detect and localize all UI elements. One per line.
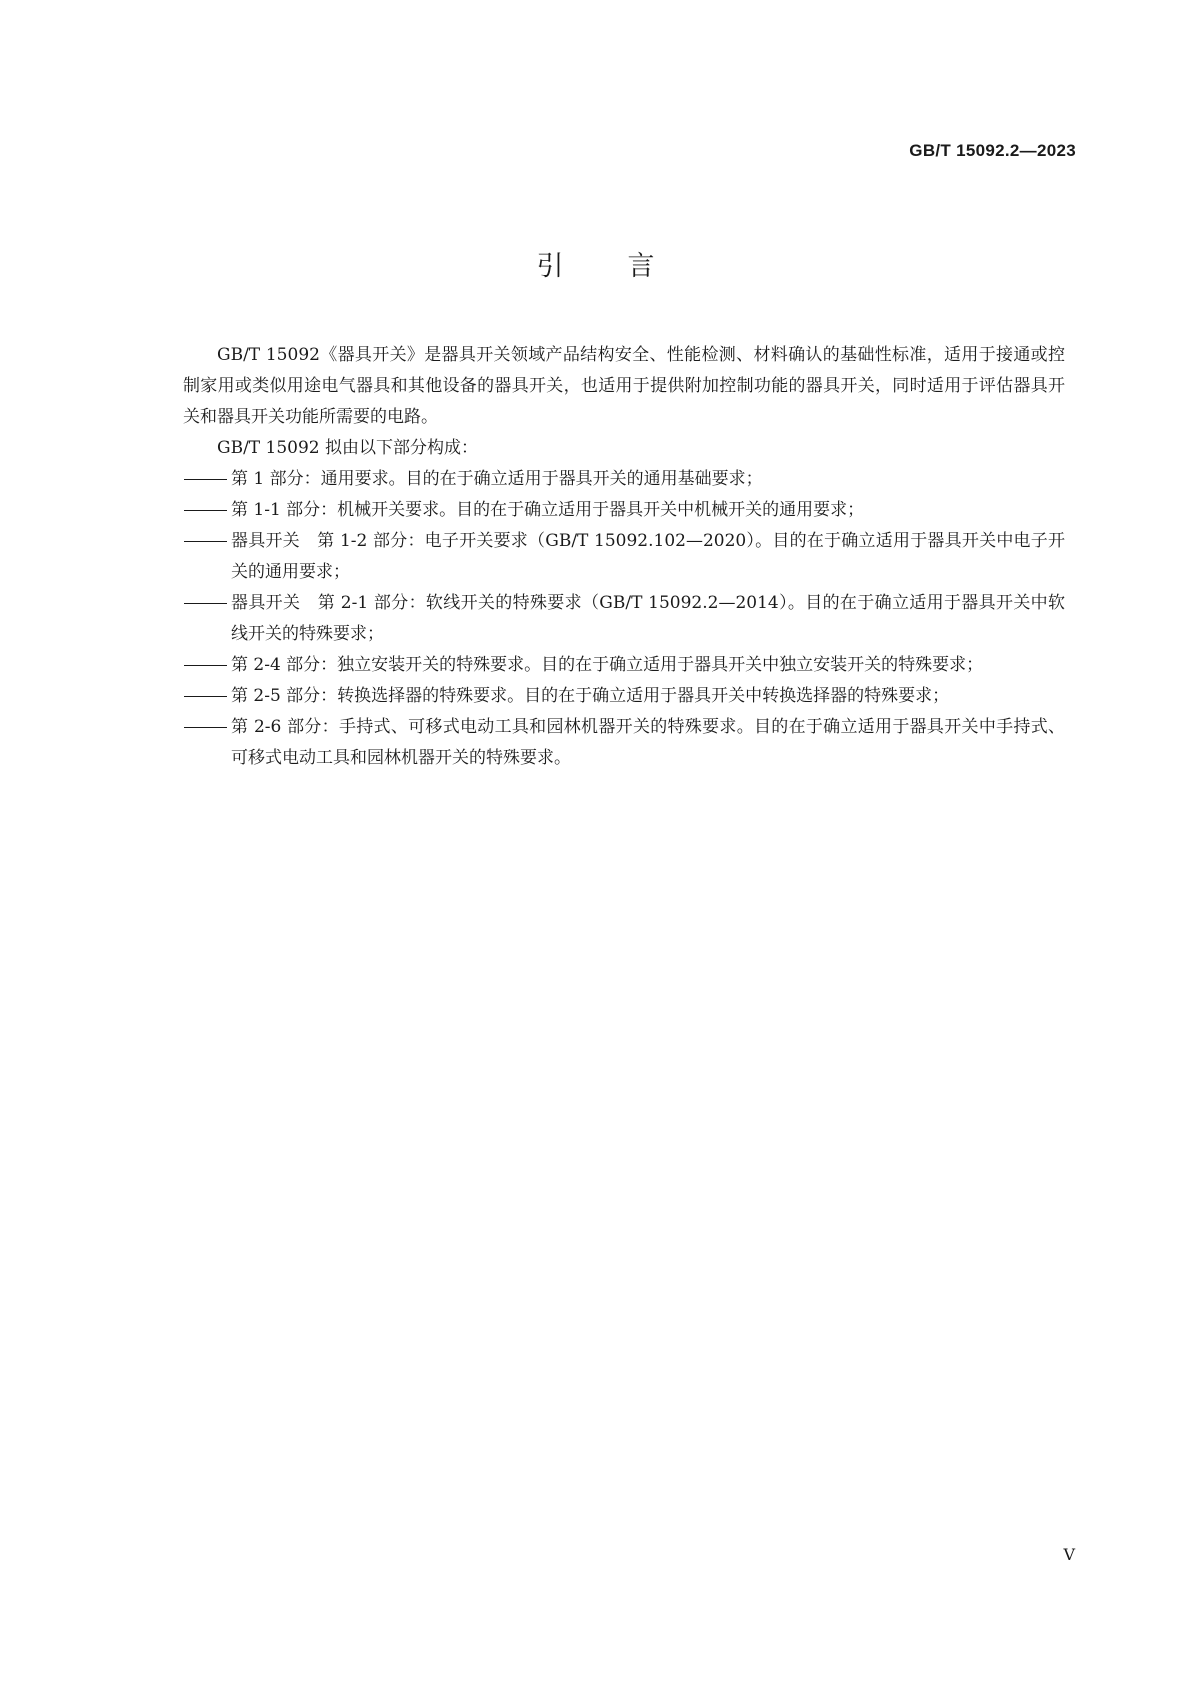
list-item (183, 526, 1065, 588)
list-item (183, 681, 1065, 712)
standard-code: GB/T 15092.2—2023 (909, 141, 1076, 160)
intro-paragraph: GB/T 15092《器具开关》是器具开关领域产品结构安全、性能检测、材料确认的基础性标准，适用于接通或控制家用或类似用途电气器具和其他设备的器具开关，也适用于提供附加控制功能的器具开关，同时适用于评估器具开关和器具开关功能所需要的电路。 (183, 345, 1065, 427)
document-body (183, 340, 1065, 774)
list-item-text: 第 2-5 部分：转换选择器的特殊要求。目的在于确立适用于器具开关中转换选择器的特殊要求； (231, 686, 950, 706)
list-item (183, 495, 1065, 526)
list-item-text: 第 2-6 部分：手持式、可移式电动工具和园林机器开关的特殊要求。目的在于确立适用于器具开关中手持式、可移式电动工具和园林机器开关的特殊要求。 (231, 717, 1065, 768)
list-item-text: 第 2-4 部分：独立安装开关的特殊要求。目的在于确立适用于器具开关中独立安装开关的特殊要求； (231, 655, 984, 675)
list-item (183, 650, 1065, 681)
page-title: 引言 (536, 251, 719, 282)
list-item-text: 器具开关 第 2-1 部分：软线开关的特殊要求（GB/T 15092.2—2014）。目的在于确立适用于器具开关中软线开关的特殊要求； (231, 593, 1065, 644)
list-item-text: 第 1 部分：通用要求。目的在于确立适用于器具开关的通用基础要求； (231, 469, 763, 489)
list-item (183, 588, 1065, 650)
list-item-text: 第 1-1 部分：机械开关要求。目的在于确立适用于器具开关中机械开关的通用要求； (231, 500, 865, 520)
parts-lead-paragraph: GB/T 15092 拟由以下部分构成： (217, 438, 479, 458)
list-item (183, 712, 1065, 774)
list-item-text: 器具开关 第 1-2 部分：电子开关要求（GB/T 15092.102—2020）。目的在于确立适用于器具开关中电子开关的通用要求； (231, 531, 1065, 582)
page-number: V (1063, 1545, 1075, 1564)
list-item (183, 464, 1065, 495)
parts-list (183, 464, 1065, 774)
